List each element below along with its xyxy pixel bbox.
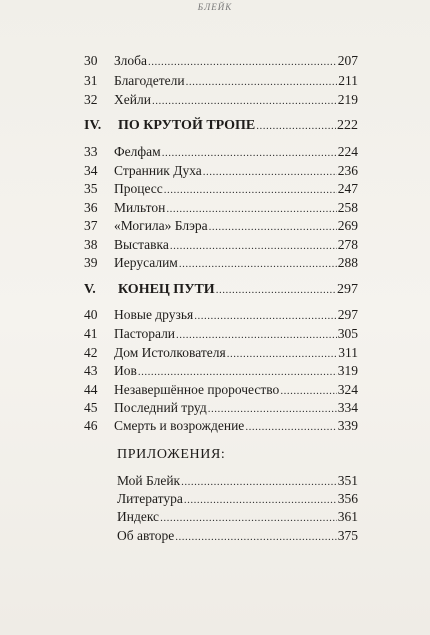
dot-leader <box>138 363 337 381</box>
dot-leader <box>227 345 338 363</box>
toc-entry-41 <box>84 325 358 343</box>
toc-part-4 <box>84 117 358 135</box>
page-number: 339 <box>337 418 358 433</box>
chapter-number: 40 <box>84 307 98 322</box>
chapter-number: 36 <box>84 200 98 215</box>
toc-entry-38 <box>84 236 358 254</box>
toc-appendix-1 <box>117 472 358 490</box>
page-number: 305 <box>337 326 358 341</box>
chapter-number: 38 <box>84 237 98 252</box>
toc-entry-31 <box>84 72 358 90</box>
chapter-number: 32 <box>84 92 98 107</box>
toc-entry-43 <box>84 362 358 380</box>
page-number: 324 <box>337 382 358 397</box>
dot-leader <box>181 473 337 491</box>
page-number: 288 <box>337 255 358 270</box>
chapter-number: 46 <box>84 418 98 433</box>
dot-leader <box>166 200 336 218</box>
page-number: 278 <box>337 237 358 252</box>
dot-leader <box>179 255 337 273</box>
dot-leader <box>184 491 337 509</box>
page-number: 219 <box>337 92 358 107</box>
page-number: 211 <box>338 73 358 88</box>
chapter-number: 35 <box>84 181 98 196</box>
toc-part-5 <box>84 281 358 299</box>
chapter-title: Процесс <box>114 181 163 196</box>
chapter-title: Последний труд <box>114 400 207 415</box>
appendix-heading: ПРИЛОЖЕНИЯ: <box>117 447 226 462</box>
dot-leader <box>203 163 337 181</box>
page-number: 269 <box>337 218 358 233</box>
toc-appendix-2 <box>117 490 358 508</box>
dot-leader <box>186 73 338 91</box>
chapter-title: Смерть и возрождение <box>114 418 245 433</box>
part-title: ПО КРУТОЙ ТРОПЕ <box>118 118 256 133</box>
chapter-title: Выставка <box>114 237 169 252</box>
chapter-number: 33 <box>84 144 98 159</box>
page-number: 319 <box>337 363 358 378</box>
part-number: V. <box>84 282 96 297</box>
page-number: 297 <box>337 307 358 322</box>
chapter-title: Благодетели <box>114 73 185 88</box>
page-number: 361 <box>337 509 358 524</box>
toc-entry-36 <box>84 199 358 217</box>
page-number: 334 <box>337 400 358 415</box>
page-number: 351 <box>337 473 358 488</box>
page-number: 236 <box>337 163 358 178</box>
chapter-number: 41 <box>84 326 98 341</box>
chapter-title: Новые друзья <box>114 307 194 322</box>
page-number: 356 <box>337 491 358 506</box>
chapter-number: 43 <box>84 363 98 378</box>
toc-entry-32 <box>84 91 358 109</box>
page-number: 375 <box>337 528 358 543</box>
chapter-number: 45 <box>84 400 98 415</box>
toc-entry-46 <box>84 417 358 435</box>
chapter-title: Незавершённое пророчество <box>114 382 280 397</box>
appendix-title: Индекс <box>117 509 160 524</box>
dot-leader <box>162 144 337 162</box>
dot-leader <box>280 382 336 400</box>
chapter-number: 30 <box>84 53 98 68</box>
dot-leader <box>175 528 337 546</box>
part-title: КОНЕЦ ПУТИ <box>118 282 215 297</box>
page-number: 207 <box>337 53 358 68</box>
dot-leader <box>148 53 337 71</box>
dot-leader <box>245 418 336 436</box>
page-number: 311 <box>338 345 358 360</box>
chapter-number: 44 <box>84 382 98 397</box>
toc-entry-42 <box>84 344 358 362</box>
dot-leader <box>216 281 336 299</box>
chapter-title: Мильтон <box>114 200 166 215</box>
dot-leader <box>170 237 337 255</box>
chapter-title: Пасторали <box>114 326 176 341</box>
chapter-title: «Могила» Блэра <box>114 218 208 233</box>
page-number: 247 <box>337 181 358 196</box>
chapter-title: Фелфам <box>114 144 161 159</box>
appendix-title: Литература <box>117 491 183 506</box>
toc-entry-39 <box>84 254 358 272</box>
toc-appendix-3 <box>117 508 358 526</box>
chapter-number: 31 <box>84 73 98 88</box>
dot-leader <box>160 509 337 527</box>
chapter-title: Иов <box>114 363 137 378</box>
dot-leader <box>164 181 337 199</box>
chapter-title: Хейли <box>114 92 151 107</box>
dot-leader <box>194 307 337 325</box>
page-number: 297 <box>337 282 358 297</box>
chapter-title: Дом Истолкователя <box>114 345 226 360</box>
chapter-number: 37 <box>84 218 98 233</box>
chapter-number: 39 <box>84 255 98 270</box>
page-number: 224 <box>337 144 358 159</box>
dot-leader <box>152 92 337 110</box>
dot-leader <box>256 117 336 135</box>
toc-entry-45 <box>84 399 358 417</box>
chapter-number: 34 <box>84 163 98 178</box>
appendix-title: Мой Блейк <box>117 473 181 488</box>
toc-entry-30 <box>84 52 358 70</box>
dot-leader <box>176 326 337 344</box>
chapter-title: Злоба <box>114 53 147 68</box>
toc-entry-34 <box>84 162 358 180</box>
toc-entry-33 <box>84 143 358 161</box>
dot-leader <box>209 218 337 236</box>
chapter-number: 42 <box>84 345 98 360</box>
appendix-title: Об авторе <box>117 528 175 543</box>
toc-entry-37 <box>84 217 358 235</box>
toc-entry-44 <box>84 381 358 399</box>
chapter-title: Иерусалим <box>114 255 178 270</box>
toc-entry-40 <box>84 306 358 324</box>
page-number: 222 <box>337 118 358 133</box>
part-number: IV. <box>84 118 102 133</box>
chapter-title: Странник Духа <box>114 163 202 178</box>
toc-entry-35 <box>84 180 358 198</box>
running-head: БЛЕЙК <box>197 2 233 12</box>
page-number: 258 <box>337 200 358 215</box>
dot-leader <box>208 400 337 418</box>
toc-appendix-4 <box>117 527 358 545</box>
